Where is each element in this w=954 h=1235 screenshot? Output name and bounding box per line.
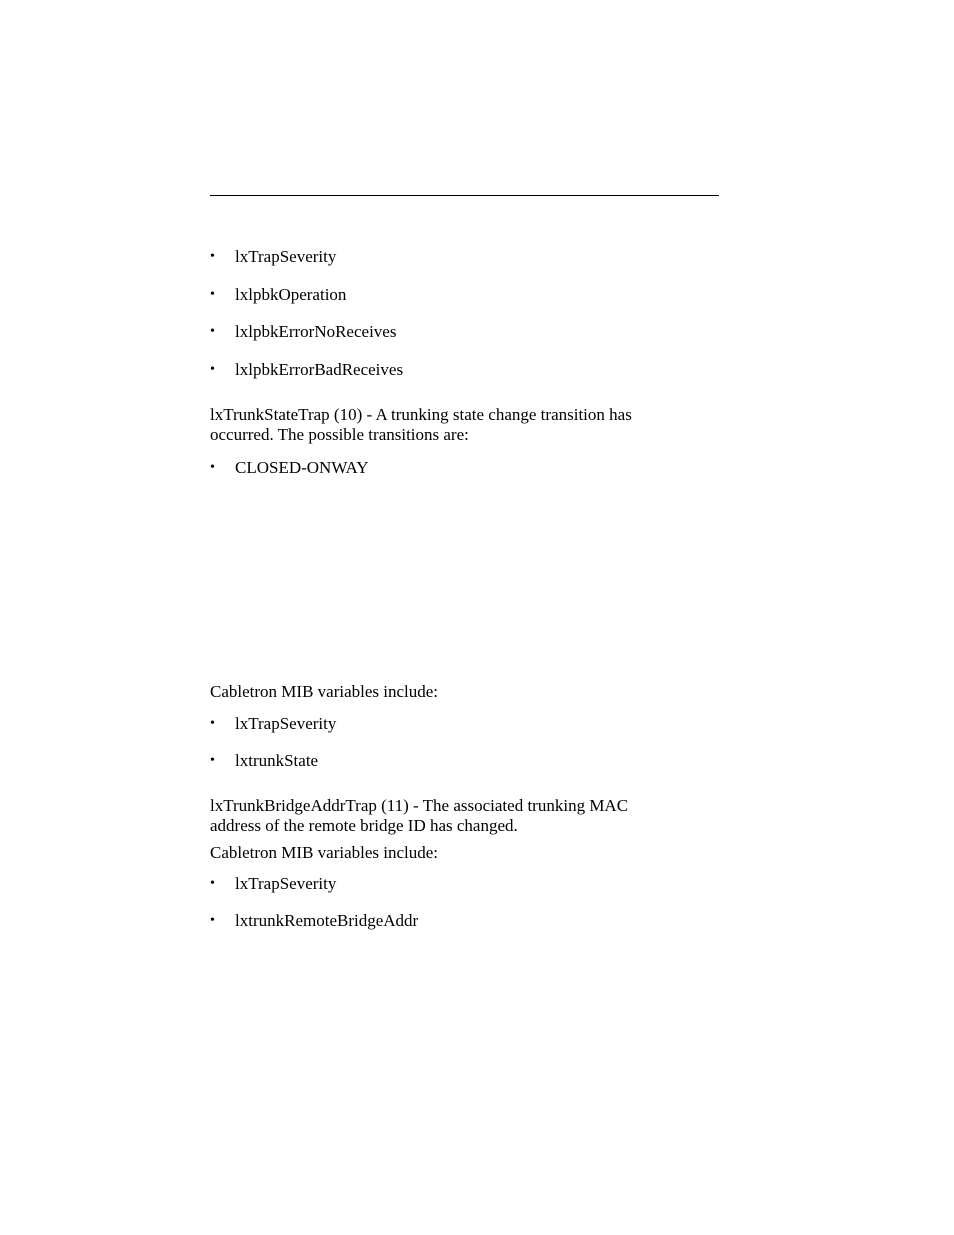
trunk-state-trap-paragraph <box>210 405 719 445</box>
bullet-glyph: • <box>210 753 215 768</box>
list-item-text: lxtrunkRemoteBridgeAddr <box>235 911 419 930</box>
bullet-glyph: • <box>210 716 215 731</box>
list-item-text: lxTrapSeverity <box>235 874 337 893</box>
list-item <box>210 360 719 380</box>
bullet-glyph: • <box>210 249 215 264</box>
paragraph-line: Cabletron MIB variables include: <box>210 682 439 701</box>
mib-variables-intro <box>210 843 719 863</box>
bullet-glyph: • <box>210 362 215 377</box>
list-item-text: lxlpbkOperation <box>235 285 347 304</box>
bullet-glyph: • <box>210 913 215 928</box>
list-item <box>210 751 719 771</box>
paragraph-line: address of the remote bridge ID has changed. <box>210 816 518 835</box>
list-item-text: lxtrunkState <box>235 751 319 770</box>
list-item-text: lxTrapSeverity <box>235 247 337 266</box>
paragraph-line: lxTrunkStateTrap (10) - A trunking state change transition has <box>210 405 632 424</box>
list-item-text: lxlpbkErrorNoReceives <box>235 322 397 341</box>
list-item-text: lxlpbkErrorBadReceives <box>235 360 404 379</box>
bullet-glyph: • <box>210 876 215 891</box>
list-item <box>210 322 719 342</box>
list-item-text: lxTrapSeverity <box>235 714 337 733</box>
header-rule <box>210 195 719 196</box>
list-item <box>210 874 719 894</box>
list-item-text: CLOSED-ONWAY <box>235 458 369 477</box>
bullet-glyph: • <box>210 324 215 339</box>
mib-variables-intro <box>210 682 719 702</box>
list-item <box>210 458 719 478</box>
trunk-bridge-addr-trap-paragraph <box>210 796 719 836</box>
paragraph-line: lxTrunkBridgeAddrTrap (11) - The associated trunking MAC <box>210 796 629 815</box>
paragraph-line: Cabletron MIB variables include: <box>210 843 439 862</box>
bullet-glyph: • <box>210 460 215 475</box>
paragraph-line: occurred. The possible transitions are: <box>210 425 469 444</box>
bullet-glyph: • <box>210 287 215 302</box>
list-item <box>210 247 719 267</box>
list-item <box>210 285 719 305</box>
list-item <box>210 911 719 931</box>
list-item <box>210 714 719 734</box>
